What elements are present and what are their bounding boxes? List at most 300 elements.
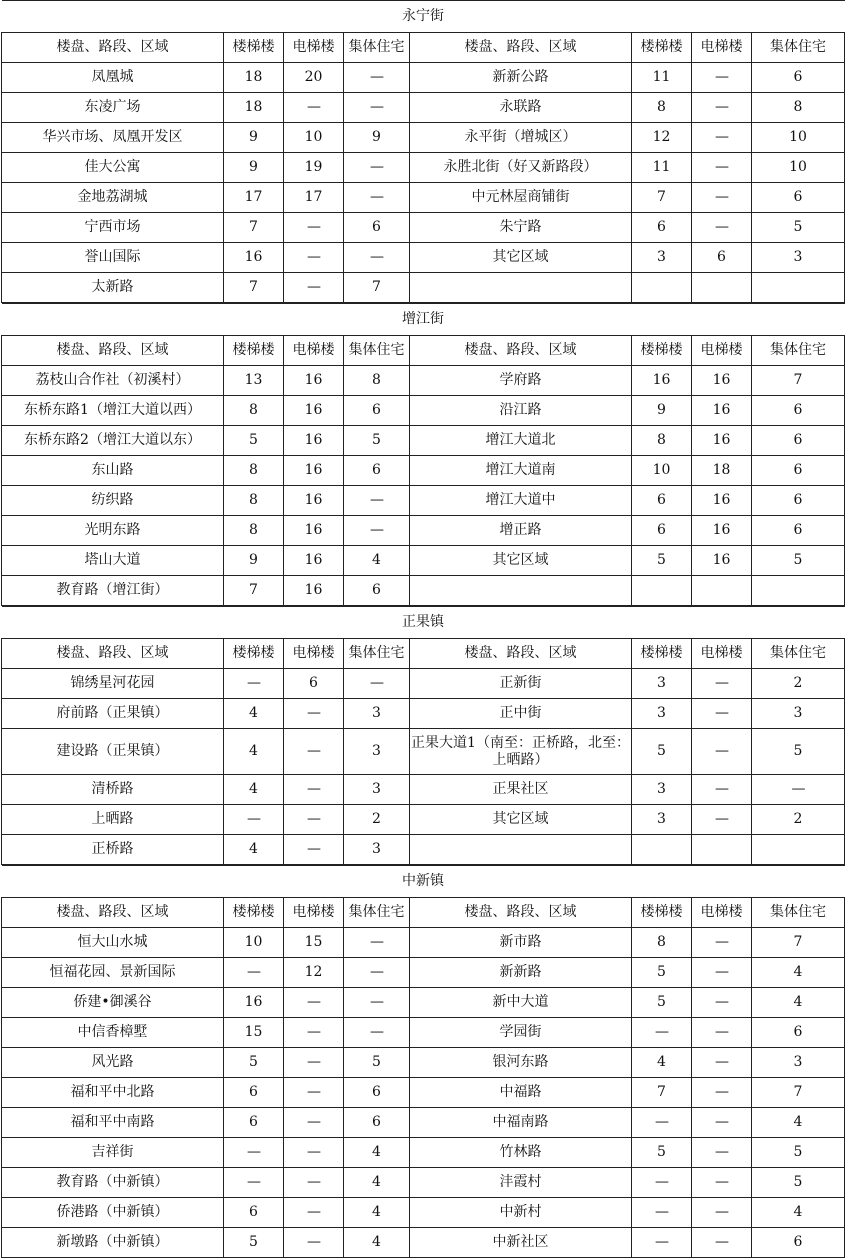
count-cell: — <box>224 669 284 699</box>
count-cell: — <box>344 243 410 273</box>
table-row <box>2 958 845 988</box>
count-cell: 12 <box>284 958 344 988</box>
count-cell: 16 <box>224 243 284 273</box>
count-cell: — <box>284 93 344 123</box>
count-cell: — <box>344 153 410 183</box>
area-name-cell: 中信香樟墅 <box>2 1018 224 1048</box>
count-cell: 16 <box>692 486 752 516</box>
count-cell: — <box>284 729 344 775</box>
count-cell: — <box>692 1138 752 1168</box>
count-cell: — <box>692 183 752 213</box>
header-row <box>2 336 845 366</box>
area-name-cell: 中元林屋商铺街 <box>410 183 632 213</box>
count-cell: — <box>284 243 344 273</box>
count-cell: 17 <box>284 183 344 213</box>
count-cell: 5 <box>632 729 692 775</box>
column-header: 楼梯楼 <box>632 336 692 366</box>
area-name-cell: 恒大山水城 <box>2 928 224 958</box>
count-cell: 4 <box>752 1198 845 1228</box>
count-cell: — <box>344 486 410 516</box>
count-cell: 18 <box>692 456 752 486</box>
count-cell: 4 <box>224 835 284 865</box>
count-cell: 3 <box>344 775 410 805</box>
count-cell: — <box>632 1198 692 1228</box>
count-cell: 3 <box>344 835 410 865</box>
count-cell: 6 <box>752 1228 845 1258</box>
count-cell: 4 <box>632 1048 692 1078</box>
area-name-cell: 华兴市场、凤凰开发区 <box>2 123 224 153</box>
section-table <box>1 0 845 303</box>
area-name-cell: 正果大道1（南至：正桥路，北至：上晒路） <box>410 729 632 775</box>
area-name-cell: 东桥东路1（增江大道以西） <box>2 396 224 426</box>
area-name-cell: 银河东路 <box>410 1048 632 1078</box>
count-cell: — <box>344 1018 410 1048</box>
count-cell: — <box>344 958 410 988</box>
count-cell: 3 <box>632 805 692 835</box>
count-cell: 3 <box>632 669 692 699</box>
count-cell: — <box>284 1078 344 1108</box>
table-row <box>2 1018 845 1048</box>
count-cell: 8 <box>632 928 692 958</box>
count-cell: 16 <box>284 426 344 456</box>
count-cell: 6 <box>344 213 410 243</box>
count-cell: 7 <box>632 1078 692 1108</box>
count-cell: 4 <box>224 775 284 805</box>
count-cell: 12 <box>632 123 692 153</box>
count-cell: — <box>284 1198 344 1228</box>
count-cell: 18 <box>224 93 284 123</box>
count-cell: — <box>692 805 752 835</box>
area-name-cell <box>410 273 632 303</box>
count-cell: 15 <box>224 1018 284 1048</box>
table-row <box>2 1198 845 1228</box>
count-cell: — <box>284 988 344 1018</box>
count-cell: — <box>692 213 752 243</box>
table-row <box>2 456 845 486</box>
count-cell <box>692 835 752 865</box>
header-row <box>2 898 845 928</box>
count-cell <box>692 576 752 606</box>
count-cell: — <box>632 1018 692 1048</box>
count-cell: — <box>692 699 752 729</box>
count-cell: 16 <box>284 396 344 426</box>
area-name-cell: 东桥东路2（增江大道以东） <box>2 426 224 456</box>
count-cell: 8 <box>344 366 410 396</box>
count-cell: — <box>284 1138 344 1168</box>
count-cell: 6 <box>752 1018 845 1048</box>
count-cell: 5 <box>632 1138 692 1168</box>
area-name-cell: 纺织路 <box>2 486 224 516</box>
area-name-cell: 增正路 <box>410 516 632 546</box>
area-name-cell: 正新街 <box>410 669 632 699</box>
count-cell: — <box>224 1168 284 1198</box>
area-name-cell: 增江大道南 <box>410 456 632 486</box>
area-name-cell: 清桥路 <box>2 775 224 805</box>
count-cell: 16 <box>284 456 344 486</box>
count-cell: — <box>692 123 752 153</box>
area-name-cell: 金地荔湖城 <box>2 183 224 213</box>
table-row <box>2 213 845 243</box>
count-cell: 7 <box>224 576 284 606</box>
count-cell: 9 <box>344 123 410 153</box>
count-cell: 6 <box>224 1078 284 1108</box>
count-cell <box>752 576 845 606</box>
count-cell: 10 <box>224 928 284 958</box>
count-cell: 2 <box>752 669 845 699</box>
area-name-cell: 太新路 <box>2 273 224 303</box>
table-row <box>2 805 845 835</box>
count-cell: 3 <box>344 729 410 775</box>
count-cell: 7 <box>224 213 284 243</box>
area-name-cell: 吉祥街 <box>2 1138 224 1168</box>
area-name-cell: 新墩路（中新镇） <box>2 1228 224 1258</box>
area-name-cell: 东山路 <box>2 456 224 486</box>
count-cell: 2 <box>344 805 410 835</box>
column-header: 集体住宅 <box>752 639 845 669</box>
area-name-cell: 正中街 <box>410 699 632 729</box>
count-cell: 6 <box>344 1078 410 1108</box>
count-cell: 4 <box>752 1108 845 1138</box>
column-header: 集体住宅 <box>344 336 410 366</box>
count-cell: 5 <box>344 426 410 456</box>
count-cell: 8 <box>224 486 284 516</box>
count-cell: — <box>344 63 410 93</box>
count-cell: 6 <box>632 486 692 516</box>
column-header: 电梯楼 <box>692 639 752 669</box>
column-header: 集体住宅 <box>344 639 410 669</box>
area-name-cell: 新中大道 <box>410 988 632 1018</box>
count-cell: — <box>692 928 752 958</box>
column-header: 楼梯楼 <box>632 33 692 63</box>
count-cell: 3 <box>752 243 845 273</box>
count-cell: — <box>284 213 344 243</box>
count-cell: 5 <box>224 1048 284 1078</box>
column-header: 楼梯楼 <box>224 33 284 63</box>
count-cell: 5 <box>752 213 845 243</box>
count-cell: — <box>692 958 752 988</box>
area-name-cell: 建设路（正果镇） <box>2 729 224 775</box>
area-name-cell: 荔枝山合作社（初溪村） <box>2 366 224 396</box>
column-header: 楼盘、路段、区域 <box>410 336 632 366</box>
table-row <box>2 426 845 456</box>
count-cell: 6 <box>752 396 845 426</box>
count-cell: 8 <box>632 93 692 123</box>
count-cell: — <box>284 699 344 729</box>
area-name-cell: 中新村 <box>410 1198 632 1228</box>
count-cell <box>692 273 752 303</box>
area-name-cell: 宁西市场 <box>2 213 224 243</box>
count-cell: 3 <box>632 775 692 805</box>
column-header: 楼盘、路段、区域 <box>410 33 632 63</box>
header-row <box>2 639 845 669</box>
column-header: 电梯楼 <box>692 336 752 366</box>
table-row <box>2 988 845 1018</box>
count-cell: 6 <box>224 1198 284 1228</box>
table-row <box>2 1168 845 1198</box>
count-cell: 4 <box>344 1168 410 1198</box>
area-name-cell: 福和平中北路 <box>2 1078 224 1108</box>
table-row <box>2 183 845 213</box>
count-cell: 6 <box>752 426 845 456</box>
table-row <box>2 516 845 546</box>
area-name-cell: 教育路（中新镇） <box>2 1168 224 1198</box>
table-row <box>2 1228 845 1258</box>
column-header: 电梯楼 <box>284 639 344 669</box>
table-row <box>2 576 845 606</box>
count-cell: 15 <box>284 928 344 958</box>
column-header: 集体住宅 <box>752 336 845 366</box>
table-row <box>2 775 845 805</box>
column-header: 电梯楼 <box>284 336 344 366</box>
count-cell: — <box>692 669 752 699</box>
table-row <box>2 729 845 775</box>
count-cell: 4 <box>344 546 410 576</box>
table-row <box>2 1138 845 1168</box>
area-name-cell: 福和平中南路 <box>2 1108 224 1138</box>
count-cell: 6 <box>752 456 845 486</box>
count-cell: 19 <box>284 153 344 183</box>
area-name-cell: 佳大公寓 <box>2 153 224 183</box>
count-cell: 3 <box>632 243 692 273</box>
count-cell: 16 <box>692 546 752 576</box>
count-cell: — <box>284 1048 344 1078</box>
count-cell: 16 <box>284 576 344 606</box>
column-header: 电梯楼 <box>692 33 752 63</box>
count-cell: — <box>344 928 410 958</box>
count-cell: — <box>752 775 845 805</box>
count-cell: — <box>284 1018 344 1048</box>
count-cell: 5 <box>752 1168 845 1198</box>
area-name-cell: 朱宁路 <box>410 213 632 243</box>
count-cell: — <box>284 805 344 835</box>
count-cell: — <box>224 805 284 835</box>
count-cell: 6 <box>752 486 845 516</box>
table-row <box>2 63 845 93</box>
column-header: 楼梯楼 <box>224 639 284 669</box>
count-cell: 4 <box>752 958 845 988</box>
count-cell: 3 <box>344 699 410 729</box>
area-name-cell: 竹林路 <box>410 1138 632 1168</box>
area-name-cell: 永联路 <box>410 93 632 123</box>
column-header: 集体住宅 <box>752 33 845 63</box>
table-row <box>2 928 845 958</box>
area-name-cell: 新新路 <box>410 958 632 988</box>
count-cell: 7 <box>344 273 410 303</box>
column-header: 楼梯楼 <box>224 898 284 928</box>
table-row <box>2 396 845 426</box>
count-cell: — <box>692 153 752 183</box>
count-cell: 16 <box>224 988 284 1018</box>
count-cell: 16 <box>692 396 752 426</box>
table-row <box>2 243 845 273</box>
area-name-cell: 锦绣星河花园 <box>2 669 224 699</box>
count-cell: 16 <box>284 546 344 576</box>
count-cell: 8 <box>224 396 284 426</box>
count-cell: 5 <box>752 546 845 576</box>
area-name-cell: 东凌广场 <box>2 93 224 123</box>
count-cell: 20 <box>284 63 344 93</box>
count-cell: 9 <box>224 123 284 153</box>
count-cell: 10 <box>752 123 845 153</box>
count-cell: 16 <box>692 366 752 396</box>
count-cell: — <box>692 1108 752 1138</box>
section-table <box>1 303 845 606</box>
count-cell <box>752 835 845 865</box>
count-cell: 16 <box>632 366 692 396</box>
area-name-cell: 中福南路 <box>410 1108 632 1138</box>
section-title: 正果镇 <box>2 607 845 639</box>
column-header: 楼盘、路段、区域 <box>2 639 224 669</box>
count-cell: 3 <box>752 699 845 729</box>
count-cell: — <box>692 775 752 805</box>
count-cell: — <box>692 1168 752 1198</box>
table-row <box>2 669 845 699</box>
table-row <box>2 1078 845 1108</box>
count-cell: — <box>224 1138 284 1168</box>
area-name-cell: 侨港路（中新镇） <box>2 1198 224 1228</box>
count-cell: 16 <box>284 516 344 546</box>
count-cell: 6 <box>344 456 410 486</box>
count-cell: 10 <box>752 153 845 183</box>
count-cell: 3 <box>632 699 692 729</box>
table-row <box>2 123 845 153</box>
table-row <box>2 699 845 729</box>
count-cell: — <box>284 1228 344 1258</box>
count-cell: — <box>692 1078 752 1108</box>
count-cell: 5 <box>344 1048 410 1078</box>
area-name-cell: 塔山大道 <box>2 546 224 576</box>
area-name-cell: 沣霞村 <box>410 1168 632 1198</box>
count-cell: — <box>344 988 410 1018</box>
section-title: 增江街 <box>2 304 845 336</box>
count-cell: — <box>632 1168 692 1198</box>
count-cell: 16 <box>284 486 344 516</box>
count-cell <box>632 835 692 865</box>
count-cell: 9 <box>224 153 284 183</box>
count-cell: — <box>692 1198 752 1228</box>
count-cell <box>752 273 845 303</box>
count-cell: 6 <box>632 516 692 546</box>
section-table <box>1 606 845 865</box>
column-header: 集体住宅 <box>344 898 410 928</box>
count-cell: — <box>692 729 752 775</box>
column-header: 楼盘、路段、区域 <box>2 336 224 366</box>
column-header: 电梯楼 <box>692 898 752 928</box>
area-name-cell: 誉山国际 <box>2 243 224 273</box>
count-cell: 4 <box>344 1228 410 1258</box>
count-cell: 7 <box>224 273 284 303</box>
count-cell: 4 <box>344 1198 410 1228</box>
table-row <box>2 1108 845 1138</box>
table-row <box>2 93 845 123</box>
count-cell: — <box>284 1168 344 1198</box>
count-cell: 8 <box>224 456 284 486</box>
count-cell: 16 <box>284 366 344 396</box>
area-name-cell: 其它区域 <box>410 805 632 835</box>
count-cell: 6 <box>692 243 752 273</box>
area-name-cell: 府前路（正果镇） <box>2 699 224 729</box>
column-header: 楼梯楼 <box>632 639 692 669</box>
area-name-cell: 增江大道中 <box>410 486 632 516</box>
area-name-cell: 沿江路 <box>410 396 632 426</box>
count-cell: — <box>344 183 410 213</box>
count-cell: 6 <box>632 213 692 243</box>
area-name-cell: 学园街 <box>410 1018 632 1048</box>
count-cell: 6 <box>344 396 410 426</box>
count-cell: 5 <box>632 988 692 1018</box>
table-row <box>2 1048 845 1078</box>
column-header: 楼梯楼 <box>632 898 692 928</box>
count-cell: 16 <box>692 516 752 546</box>
count-cell <box>632 273 692 303</box>
count-cell: — <box>284 835 344 865</box>
count-cell: 13 <box>224 366 284 396</box>
column-header: 楼盘、路段、区域 <box>2 898 224 928</box>
count-cell: 10 <box>632 456 692 486</box>
area-name-cell: 正桥路 <box>2 835 224 865</box>
area-name-cell: 新市路 <box>410 928 632 958</box>
column-header: 电梯楼 <box>284 33 344 63</box>
column-header: 集体住宅 <box>344 33 410 63</box>
count-cell: 11 <box>632 63 692 93</box>
count-cell: 5 <box>752 1138 845 1168</box>
area-name-cell: 永胜北街（好又新路段） <box>410 153 632 183</box>
count-cell: 4 <box>224 729 284 775</box>
count-cell: — <box>692 1018 752 1048</box>
area-name-cell: 增江大道北 <box>410 426 632 456</box>
count-cell: — <box>284 1108 344 1138</box>
area-name-cell: 上晒路 <box>2 805 224 835</box>
count-cell: — <box>632 1228 692 1258</box>
column-header: 楼盘、路段、区域 <box>2 33 224 63</box>
count-cell: — <box>284 775 344 805</box>
count-cell: — <box>344 669 410 699</box>
count-cell: 9 <box>224 546 284 576</box>
count-cell: 5 <box>224 426 284 456</box>
table-row <box>2 486 845 516</box>
section-title: 中新镇 <box>2 866 845 898</box>
count-cell: — <box>284 273 344 303</box>
area-name-cell: 恒福花园、景新国际 <box>2 958 224 988</box>
area-name-cell: 中福路 <box>410 1078 632 1108</box>
count-cell: 7 <box>752 928 845 958</box>
count-cell: 8 <box>632 426 692 456</box>
count-cell: 7 <box>632 183 692 213</box>
column-header: 楼梯楼 <box>224 336 284 366</box>
count-cell: 6 <box>344 1108 410 1138</box>
count-cell: 11 <box>632 153 692 183</box>
count-cell <box>632 576 692 606</box>
count-cell: — <box>344 516 410 546</box>
count-cell: 8 <box>224 516 284 546</box>
area-name-cell: 学府路 <box>410 366 632 396</box>
area-name-cell: 中新社区 <box>410 1228 632 1258</box>
section-table <box>1 865 845 1258</box>
table-row <box>2 273 845 303</box>
count-cell: 3 <box>752 1048 845 1078</box>
area-name-cell: 侨建•御溪谷 <box>2 988 224 1018</box>
count-cell: 10 <box>284 123 344 153</box>
area-name-cell: 教育路（增江街） <box>2 576 224 606</box>
count-cell: 6 <box>752 183 845 213</box>
count-cell: 17 <box>224 183 284 213</box>
count-cell: — <box>344 93 410 123</box>
count-cell: 4 <box>224 699 284 729</box>
table-row <box>2 366 845 396</box>
count-cell: 4 <box>344 1138 410 1168</box>
count-cell: 18 <box>224 63 284 93</box>
count-cell: — <box>692 63 752 93</box>
